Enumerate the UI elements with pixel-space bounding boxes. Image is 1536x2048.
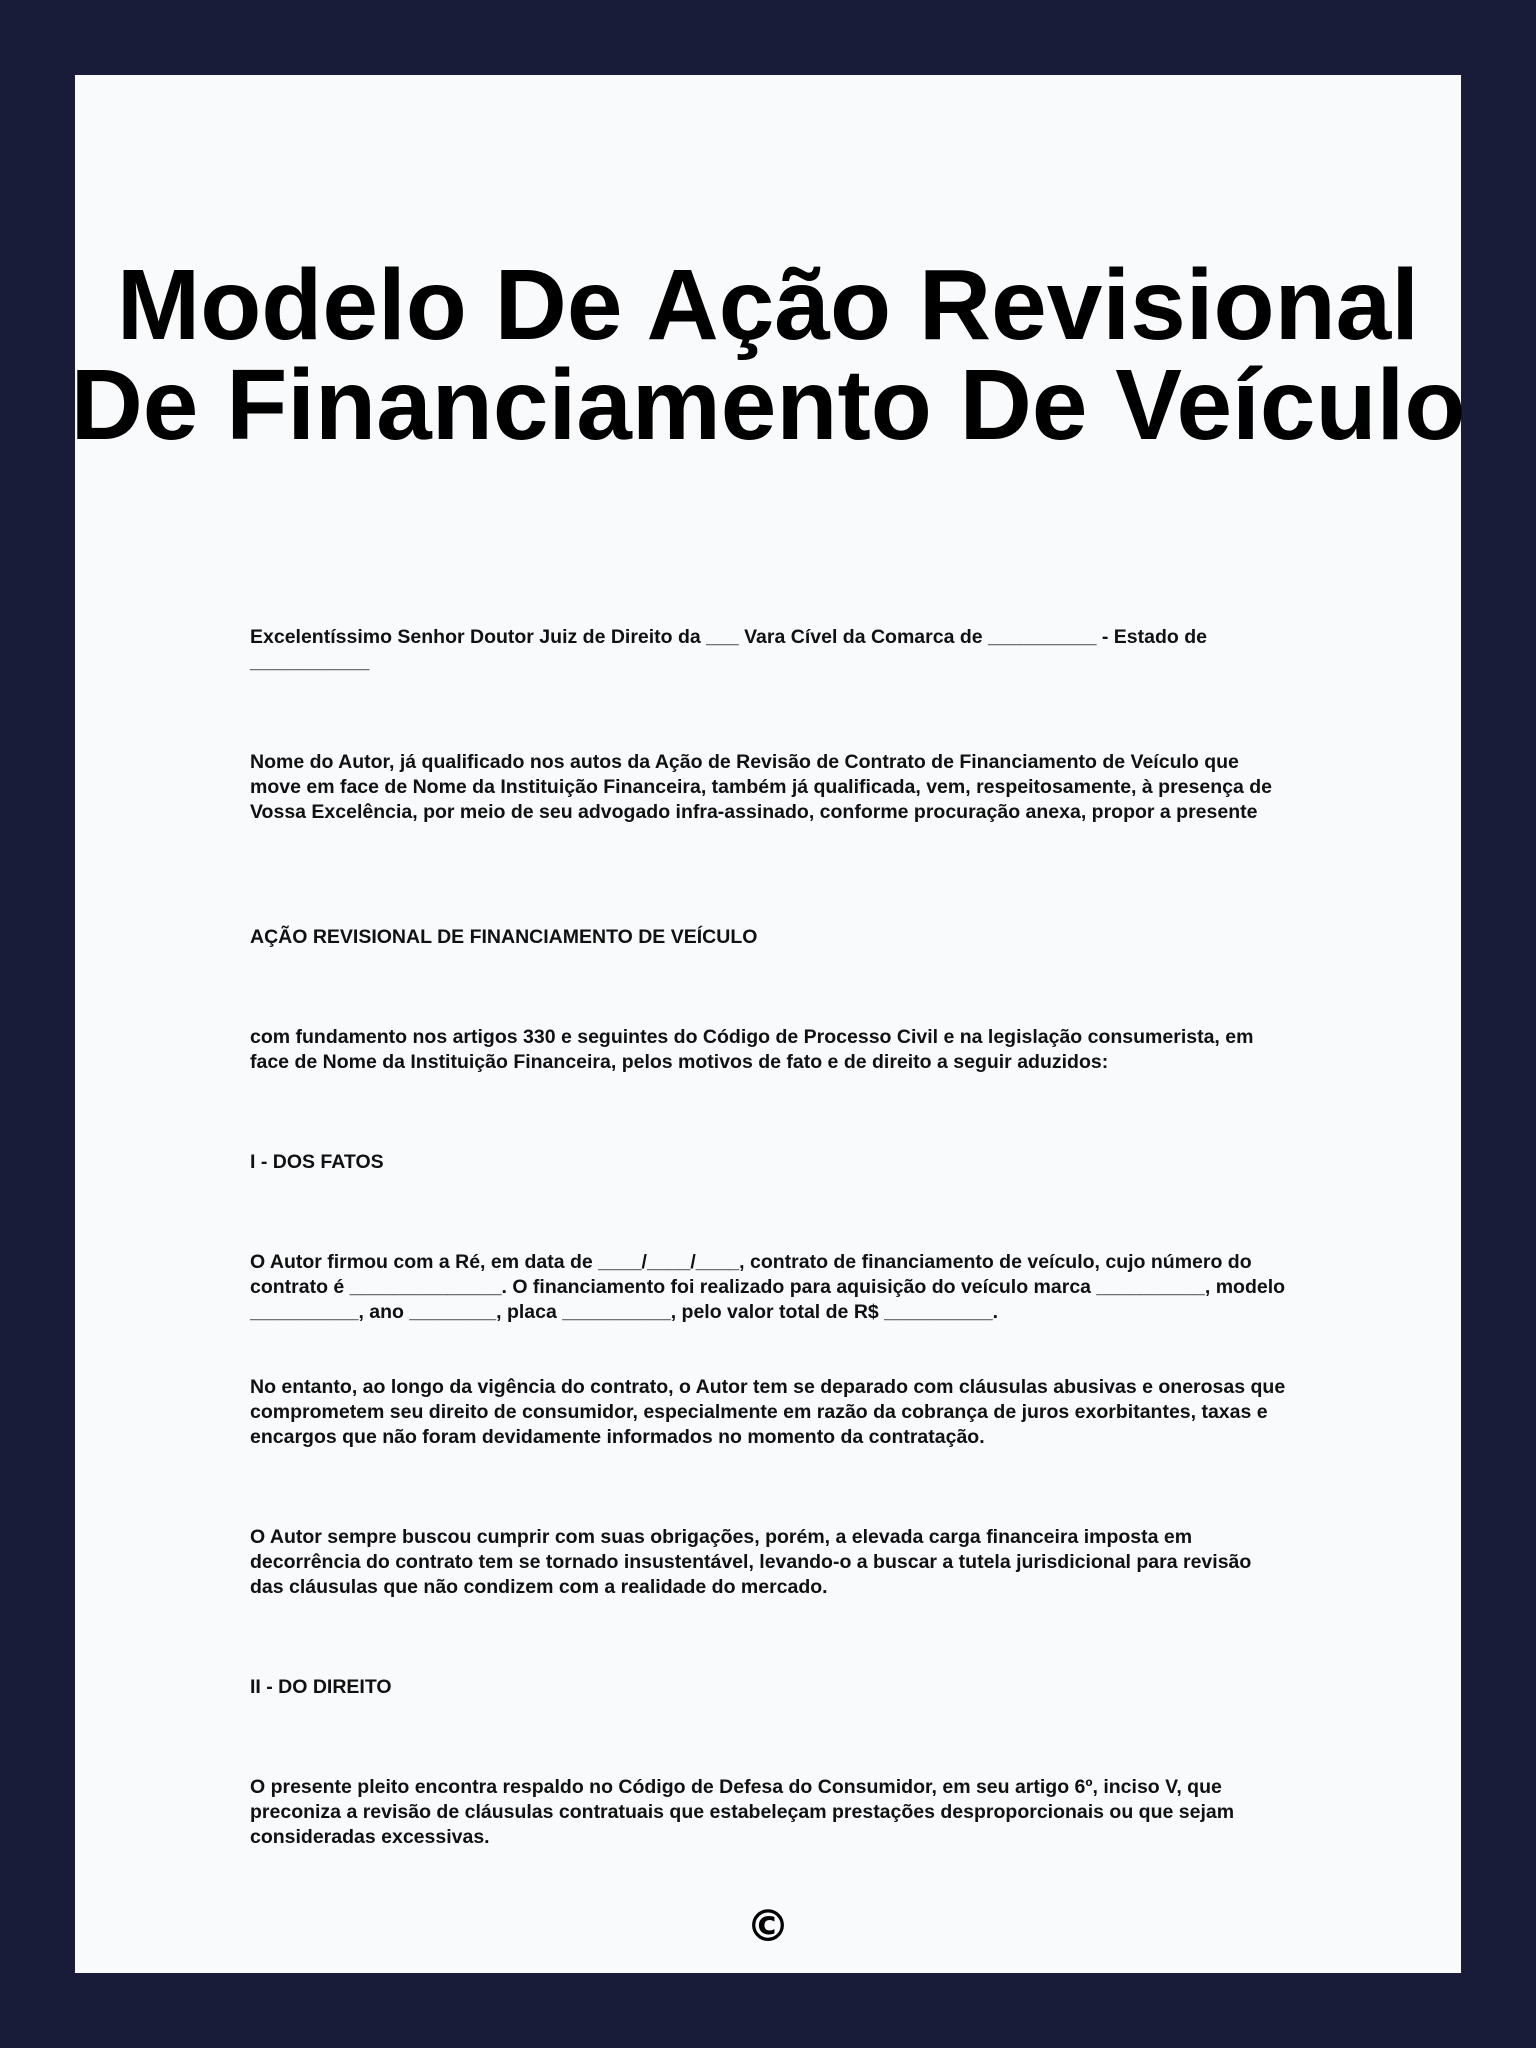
facts-heading: I - DOS FATOS [250, 1151, 384, 1173]
legal-basis-paragraph: com fundamento nos artigos 330 e seguintes do Código de Processo Civil e na legislação consumerista, em face de Nome da Instituição Financeira, pelos motivos de fato e de direito a seguir aduzidos: [250, 1026, 1254, 1073]
document-page [70, 75, 1466, 1973]
document-title [0, 249, 1536, 461]
court-addressing: Excelentíssimo Senhor Doutor Juiz de Direito da ___ Vara Cível da Comarca de __________ - Estado de ___________ [250, 626, 1207, 673]
law-heading: II - DO DIREITO [250, 1676, 392, 1698]
intro-paragraph: Nome do Autor, já qualificado nos autos da Ação de Revisão de Contrato de Financiamento de Veículo que move em face de Nome da Instituição Financeira, também já qualificada, vem, respeitosamente, à presença de Vossa Excelência, por meio de seu advogado infra-assinado, conforme procuração anexa, propor a presente [250, 751, 1272, 823]
facts-paragraph-2: No entanto, ao longo da vigência do contrato, o Autor tem se deparado com cláusulas abusivas e onerosas que comprometem seu direito de consumidor, especialmente em razão da cobrança de juros exorbitantes, taxas e encargos que não foram devidamente informados no momento da contratação. [250, 1376, 1286, 1448]
law-paragraph-1: O presente pleito encontra respaldo no Código de Defesa do Consumidor, em seu artigo 6º, inciso V, que preconiza a revisão de cláusulas contratuais que estabeleçam prestações desproporcionais ou que sejam consideradas excessivas. [250, 1776, 1235, 1848]
title-line-1: Modelo De Ação Revisional [116, 249, 1420, 361]
copyright-icon: © [746, 1901, 790, 1952]
title-line-2: De Financiamento De Veículo [70, 349, 1466, 461]
facts-paragraph-1: O Autor firmou com a Ré, em data de ____/____/____, contrato de financiamento de veículo, cujo número do contrato é ______________. O financiamento foi realizado para aquisição do veículo marca __________, modelo __________, ano ________, placa __________, pelo valor total de R$ __________. [250, 1251, 1286, 1323]
facts-paragraph-3: O Autor sempre buscou cumprir com suas obrigações, porém, a elevada carga financeira imposta em decorrência do contrato tem se tornado insustentável, levando-o a buscar a tutela jurisdicional para revisão das cláusulas que não condizem com a realidade do mercado. [250, 1526, 1252, 1598]
action-heading: AÇÃO REVISIONAL DE FINANCIAMENTO DE VEÍCULO [250, 926, 758, 948]
